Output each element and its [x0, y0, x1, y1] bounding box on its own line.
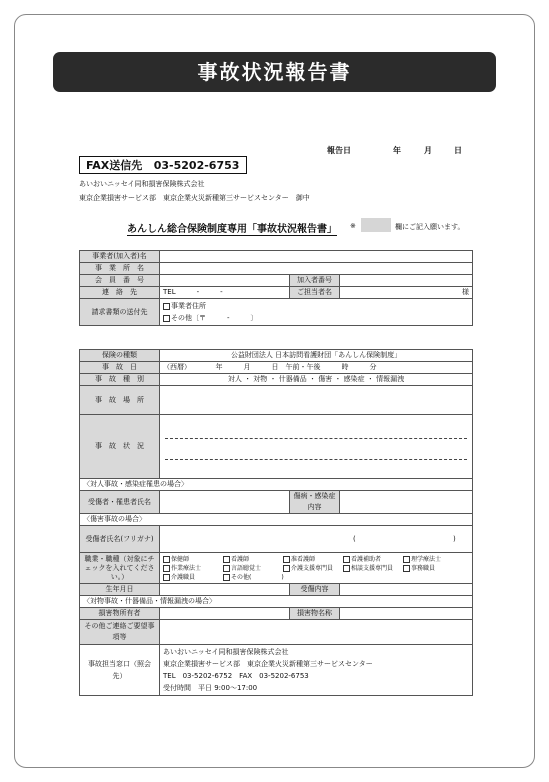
fax-box: [79, 156, 247, 174]
accident-kind-label: 事 故 種 別: [80, 374, 160, 386]
send-destination-options: [160, 299, 473, 326]
form-note-text: 欄にご記入願います。: [395, 223, 465, 231]
birth-date-label: 生年月日: [80, 584, 160, 596]
victim-name-field[interactable]: [160, 491, 290, 514]
address-company: あいおいニッセイ同和損害保険株式会社: [79, 180, 205, 188]
property-owner-field[interactable]: [160, 608, 290, 620]
occupation-option[interactable]: 保健師: [163, 555, 223, 564]
table-row: [80, 479, 473, 491]
person-in-charge-label: ご担当者名: [290, 287, 340, 299]
injury-content-field[interactable]: [340, 584, 473, 596]
paren-close: ): [452, 534, 456, 543]
occupation-option[interactable]: 理学療法士: [403, 555, 463, 564]
honorific-suffix: 様: [462, 288, 470, 296]
address-department: 東京企業損害サービス部 東京企業火災新種第三サービスセンター 御中: [79, 194, 310, 202]
fax-label: FAX送信先: [86, 159, 143, 172]
accident-table: [79, 349, 473, 696]
accident-date-field[interactable]: （西暦） 年 月 日 午前・午後 時 分: [160, 362, 473, 374]
insurance-type-value: 公益財団法人 日本訪問看護財団「あんしん保険制度」: [160, 350, 473, 362]
applicant-name-label: 事業者(加入者)名: [80, 251, 160, 263]
damaged-item-field[interactable]: [340, 608, 473, 620]
gray-sample-box: [361, 218, 391, 232]
occupation-option[interactable]: 言語聴覚士: [223, 564, 283, 573]
disease-content-field[interactable]: [340, 491, 473, 514]
section-heading-personal: 〈対人事故・感染症罹患の場合〉: [80, 479, 473, 491]
table-row: [80, 275, 473, 287]
contact-label: 連 絡 先: [80, 287, 160, 299]
applicant-table: [79, 250, 473, 326]
contact-line: 受付時間 平日 9:00～17:00: [163, 684, 258, 692]
table-row: [80, 415, 473, 479]
office-name-label: 事 業 所 名: [80, 263, 160, 275]
other-requests-label: その他ご連絡ご要望事項等: [80, 620, 160, 645]
victim-name-label: 受傷者・罹患者氏名: [80, 491, 160, 514]
disease-content-label: 傷病・感染症内容: [290, 491, 340, 514]
option-other[interactable]: [163, 312, 469, 324]
paren-open: (: [353, 534, 356, 543]
damaged-item-label: 損害物名称: [290, 608, 340, 620]
occupation-option[interactable]: 看護補助者: [343, 555, 403, 564]
checkbox[interactable]: [163, 315, 170, 322]
property-owner-label: 損害物所有者: [80, 608, 160, 620]
injured-name-field[interactable]: [160, 526, 473, 553]
report-date-day: 日: [454, 146, 462, 155]
occupation-label: 職業・職種（対象にチェックを入れてください。）: [80, 553, 160, 584]
dashed-line: [165, 459, 467, 460]
injured-name-label: 受傷者氏名(フリガナ): [80, 526, 160, 553]
injury-content-label: 受傷内容: [290, 584, 340, 596]
contact-tel-field[interactable]: TEL - -: [160, 287, 290, 299]
table-row: [80, 645, 473, 696]
subscriber-number-label: 加入者番号: [290, 275, 340, 287]
accident-kind-field[interactable]: 対人 ・ 対物 ・ 什器備品 ・ 傷害 ・ 感染症 ・ 情報漏洩: [160, 374, 473, 386]
page-title: 事故状況報告書: [53, 52, 496, 92]
section-heading-injury: 〈傷害事故の場合〉: [80, 514, 473, 526]
table-row: [80, 263, 473, 275]
option-business-address[interactable]: [163, 300, 469, 312]
table-row: [80, 491, 473, 514]
accident-place-label: 事 故 場 所: [80, 386, 160, 415]
report-date-month: 月: [424, 146, 432, 155]
occupation-option[interactable]: 看護師: [223, 555, 283, 564]
contact-window-info: [160, 645, 473, 696]
contact-line: 東京企業損害サービス部 東京企業火災新種第三サービスセンター: [163, 660, 373, 668]
accident-status-label: 事 故 状 況: [80, 415, 160, 479]
occupation-option[interactable]: 介護支援専門員: [283, 564, 343, 573]
table-row: [80, 350, 473, 362]
accident-date-label: 事 故 日: [80, 362, 160, 374]
option-label: その他〔〒 - 〕: [171, 314, 258, 322]
send-destination-label: 請求書類の送付先: [80, 299, 160, 326]
section-heading-property: 〈対物事故・什器備品・情報漏洩の場合〉: [80, 596, 473, 608]
report-date-year: 年: [393, 146, 401, 155]
table-row: [80, 287, 473, 299]
table-row: [80, 608, 473, 620]
accident-status-field[interactable]: [160, 415, 473, 479]
person-in-charge-field[interactable]: [340, 287, 473, 299]
table-row: [80, 553, 473, 584]
occupation-option[interactable]: 介護職員: [163, 573, 223, 582]
table-row: [80, 386, 473, 415]
subscriber-number-field[interactable]: [340, 275, 473, 287]
form-title: あんしん総合保険制度専用「事故状況報告書」: [127, 220, 337, 236]
table-row: [80, 526, 473, 553]
occupation-option[interactable]: 准看護師: [283, 555, 343, 564]
table-row: [80, 362, 473, 374]
accident-place-field[interactable]: [160, 386, 473, 415]
table-row: [80, 514, 473, 526]
occupation-options: [160, 553, 473, 584]
table-row: [80, 596, 473, 608]
table-row: [80, 251, 473, 263]
contact-window-label: 事故担当窓口（照会先）: [80, 645, 160, 696]
occupation-option[interactable]: 事務職員: [403, 564, 463, 573]
occupation-option[interactable]: その他( ): [223, 573, 343, 582]
table-row: [80, 374, 473, 386]
applicant-name-field[interactable]: [160, 251, 473, 263]
contact-line: TEL 03-5202-6752 FAX 03-5202-6753: [163, 672, 309, 680]
occupation-option[interactable]: 相談支援専門員: [343, 564, 403, 573]
form-note-mark: ※: [350, 222, 356, 230]
office-name-field[interactable]: [160, 263, 473, 275]
table-row: [80, 620, 473, 645]
checkbox[interactable]: [163, 303, 170, 310]
occupation-option[interactable]: 作業療法士: [163, 564, 223, 573]
birth-date-field[interactable]: [160, 584, 290, 596]
insurance-type-label: 保険の種類: [80, 350, 160, 362]
member-number-label: 会 員 番 号: [80, 275, 160, 287]
dashed-line: [165, 438, 467, 439]
option-label: 事業者住所: [171, 302, 206, 310]
fax-number: 03-5202-6753: [153, 159, 240, 172]
table-row: [80, 584, 473, 596]
report-date-label: 報告日: [327, 146, 351, 155]
member-number-field[interactable]: [160, 275, 290, 287]
contact-line: あいおいニッセイ同和損害保険株式会社: [163, 648, 289, 656]
other-requests-field[interactable]: [160, 620, 473, 645]
table-row: [80, 299, 473, 326]
